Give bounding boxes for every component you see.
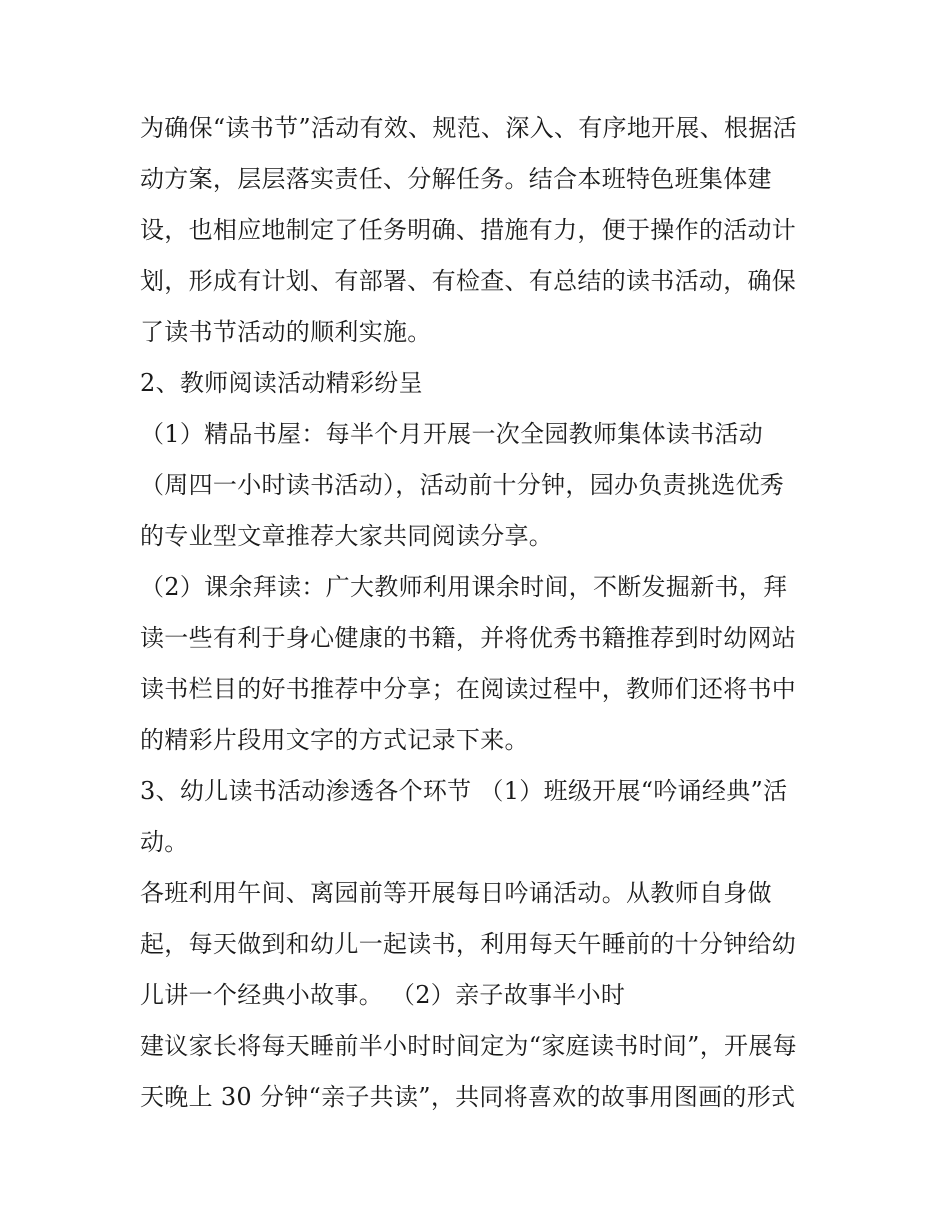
text-line: （周四一小时读书活动），活动前十分钟，园办负责挑选优秀: [140, 471, 785, 499]
document-body: [140, 103, 820, 1123]
text-line: 为确保“读书节”活动有效、规范、深入、有序地开展、根据活: [140, 114, 797, 142]
text-line: 读书栏目的好书推荐中分享；在阅读过程中，教师们还将书中: [140, 675, 797, 703]
text-line: 动。: [140, 828, 189, 856]
section-heading: 2、教师阅读活动精彩纷呈: [140, 369, 423, 397]
text-line: 读一些有利于身心健康的书籍，并将优秀书籍推荐到时幼网站: [140, 624, 797, 652]
text-line: 建议家长将每天睡前半小时时间定为“家庭读书时间”，开展每: [140, 1032, 797, 1060]
text-line: 天晚上 30 分钟“亲子共读”，共同将喜欢的故事用图画的形式: [140, 1083, 796, 1111]
text-line: 划，形成有计划、有部署、有检查、有总结的读书活动，确保: [140, 267, 797, 295]
text-line: （2）课余拜读：广大教师利用课余时间，不断发掘新书，拜: [140, 573, 788, 601]
text-line: 儿讲一个经典小故事。 （2）亲子故事半小时: [140, 981, 626, 1009]
text-line: 设，也相应地制定了任务明确、措施有力，便于操作的活动计: [140, 216, 797, 244]
text-line: 的专业型文章推荐大家共同阅读分享。: [140, 522, 554, 550]
text-line: 的精彩片段用文字的方式记录下来。: [140, 726, 529, 754]
text-line: （1）精品书屋：每半个月开展一次全园教师集体读书活动: [140, 420, 764, 448]
text-line: 各班利用午间、离园前等开展每日吟诵活动。从教师自身做: [140, 879, 772, 907]
section-heading: 3、幼儿读书活动渗透各个环节 （1）班级开展“吟诵经典”活: [140, 777, 788, 805]
text-line: 了读书节活动的顺利实施。: [140, 318, 432, 346]
text-line: 起，每天做到和幼儿一起读书，利用每天午睡前的十分钟给幼: [140, 930, 797, 958]
text-line: 动方案，层层落实责任、分解任务。结合本班特色班集体建: [140, 165, 772, 193]
